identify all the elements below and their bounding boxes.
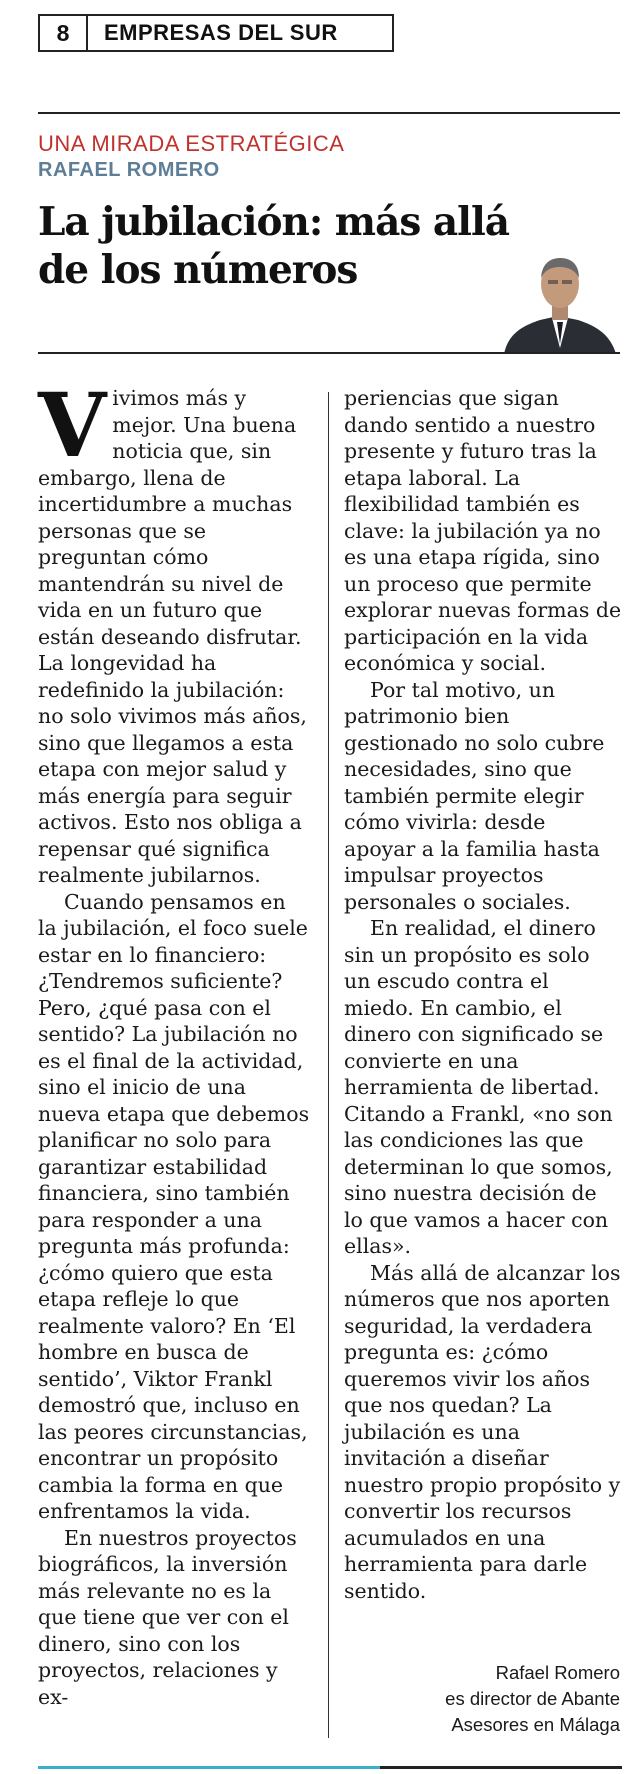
section-name: EMPRESAS DEL SUR [104, 20, 338, 45]
paragraph: Por tal motivo, un patrimonio bien gestionado no solo cubre necesidades, sino que también permite elegir cómo vivirla: desde apoyar a la familia hasta impulsar proyectos personales o sociales. [344, 677, 605, 914]
paragraph: En nuestros proyectos biográficos, la inversión más relevante no es la que tiene que ver con el dinero, sino con los proyectos, relaciones y ex- [38, 1525, 297, 1709]
headline: La jubilación: más allá de los números [38, 199, 510, 293]
page-number: 8 [40, 16, 88, 50]
signoff-role: Asesores en Málaga [451, 1714, 620, 1735]
paragraph: Cuando pensamos en la jubilación, el foco suele estar en lo financiero: ¿Tendremos suficiente? Pero, ¿qué pasa con el sentido? La jubilación no es el final de la actividad, sino el inicio de una nueva etapa que debemos planificar no solo para garantizar estabilidad financiera, sino también para responder a una pregunta más profunda: ¿cómo quiero que esta etapa refleje lo que realmente valoro? En ‘El hombre en busca de sentido’, Viktor Frankl demostró que, incluso en las peores circunstancias, encontrar un propósito cambia la forma en que enfrentamos la vida. [38, 889, 310, 1523]
paragraph: periencias que sigan dando sentido a nuestro presente y futuro tras la etapa laboral. La flexibilidad también es clave: la jubilación ya no es una etapa rígida, sino un proceso que permite explorar nuevas formas de participación en la vida económica y social. [344, 386, 622, 675]
paragraph: Más allá de alcanzar los números que nos aporten seguridad, la verdadera pregunta es: ¿cómo queremos vivir los años que nos quedan? La jubilación es una invitación a diseñar nuestro propio propósito y convertir los recursos acumulados en una herramienta para darle sentido. [344, 1260, 621, 1603]
article-column-right [344, 385, 622, 1604]
signoff-role: es director de Abante [445, 1688, 620, 1709]
signoff-name: Rafael Romero [495, 1662, 620, 1683]
drop-cap: V [38, 373, 107, 477]
section-header [38, 14, 394, 52]
author-signoff [380, 1660, 620, 1738]
column-divider [328, 392, 329, 1738]
paragraph: ivimos más y mejor. Una buena noticia que, sin embargo, llena de incertidumbre a muchas personas que se preguntan cómo mantendrán su nivel de vida en un futuro que están deseando disfrutar. La longevidad ha redefinido la jubilación: no solo vivimos más años, sino que llegamos a esta etapa con mejor salud y más energía para seguir activos. Esto nos obliga a repensar qué significa realmente jubilarnos. [38, 386, 307, 887]
top-rule [38, 112, 620, 114]
headline-rule [38, 352, 620, 354]
bottom-accent-rule [38, 1766, 380, 1769]
column-kicker: UNA MIRADA ESTRATÉGICA [38, 131, 345, 156]
bottom-rule [380, 1766, 622, 1769]
paragraph: En realidad, el dinero sin un propósito es solo un escudo contra el miedo. En cambio, el dinero con significado se convierte en una herramienta de libertad. Citando a Frankl, «no son las condiciones las que determinan lo que somos, sino nuestra decisión de lo que vamos a hacer con ellas». [344, 916, 613, 1258]
article-column-left [38, 373, 310, 1710]
author-byline: RAFAEL ROMERO [38, 159, 220, 181]
author-photo [500, 248, 620, 354]
